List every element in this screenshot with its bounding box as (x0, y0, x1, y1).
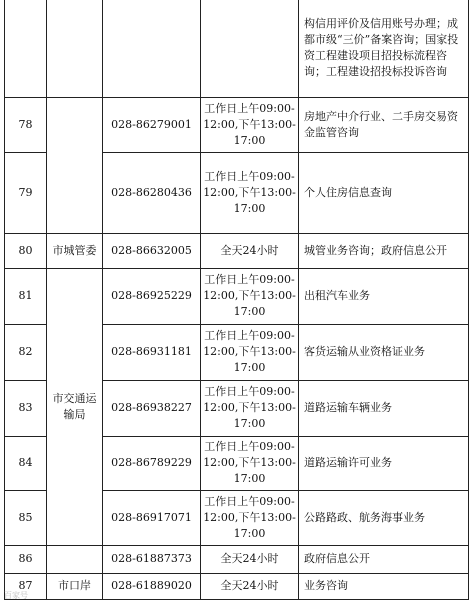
service-cell: 个人住房信息查询 (299, 152, 469, 233)
phone-cell: 028-86789229 (103, 436, 201, 490)
service-cell: 业务咨询 (299, 573, 469, 599)
table-row (5, 268, 469, 324)
phone-cell: 028-86938227 (103, 380, 201, 436)
department-cell: 市城管委 (47, 233, 103, 268)
service-cell: 客货运输从业资格证业务 (299, 324, 469, 380)
department-cell (47, 97, 103, 233)
department-cell: 市口岸 (47, 573, 103, 599)
hours-cell: 工作日上午09:00-12:00,下午13:00-17:00 (201, 436, 299, 490)
phone-cell: 028-86925229 (103, 268, 201, 324)
table-row (5, 233, 469, 268)
table-row (5, 545, 469, 573)
hours-cell (201, 0, 299, 97)
hours-cell: 工作日上午09:00-12:00,下午13:00-17:00 (201, 324, 299, 380)
service-cell: 公路路政、航务海事业务 (299, 490, 469, 545)
department-cell (47, 0, 103, 97)
row-number-cell: 87 (5, 573, 47, 599)
table-row (5, 0, 469, 97)
table-row (5, 573, 469, 599)
hotline-table (4, 0, 469, 600)
row-number-cell: 85 (5, 490, 47, 545)
row-number-cell: 82 (5, 324, 47, 380)
row-number-cell: 81 (5, 268, 47, 324)
service-cell: 城管业务咨询；政府信息公开 (299, 233, 469, 268)
hours-cell: 工作日上午09:00-12:00,下午13:00-17:00 (201, 490, 299, 545)
service-cell: 道路运输车辆业务 (299, 380, 469, 436)
service-cell: 道路运输许可业务 (299, 436, 469, 490)
hours-cell: 工作日上午09:00-12:00,下午13:00-17:00 (201, 268, 299, 324)
phone-cell: 028-86931181 (103, 324, 201, 380)
row-number-cell: 86 (5, 545, 47, 573)
hours-cell: 工作日上午09:00-12:00,下午13:00-17:00 (201, 152, 299, 233)
department-cell: 市交通运输局 (47, 268, 103, 545)
phone-cell: 028-86632005 (103, 233, 201, 268)
phone-cell: 028-86279001 (103, 97, 201, 152)
hours-cell: 工作日上午09:00-12:00,下午13:00-17:00 (201, 97, 299, 152)
row-number-cell: 83 (5, 380, 47, 436)
row-number-cell: 79 (5, 152, 47, 233)
service-cell: 房地产中介行业、二手房交易资金监管咨询 (299, 97, 469, 152)
service-cell: 出租汽车业务 (299, 268, 469, 324)
service-cell: 构信用评价及信用账号办理；成都市级“三价”备案咨询；国家投资工程建设项目招投标流程咨询；工程建设招投标投诉咨询 (299, 0, 469, 97)
phone-cell: 028-86917071 (103, 490, 201, 545)
phone-cell: 028-61889020 (103, 573, 201, 599)
row-number-cell: 84 (5, 436, 47, 490)
service-cell: 政府信息公开 (299, 545, 469, 573)
table-row (5, 97, 469, 152)
row-number-cell (5, 0, 47, 97)
phone-cell: 028-61887373 (103, 545, 201, 573)
hours-cell: 全天24小时 (201, 233, 299, 268)
department-cell (47, 545, 103, 573)
row-number-cell: 78 (5, 97, 47, 152)
phone-cell: 028-86280436 (103, 152, 201, 233)
watermark: 百家号 (4, 591, 28, 600)
hours-cell: 全天24小时 (201, 545, 299, 573)
row-number-cell: 80 (5, 233, 47, 268)
hours-cell: 工作日上午09:00-12:00,下午13:00-17:00 (201, 380, 299, 436)
hours-cell: 全天24小时 (201, 573, 299, 599)
phone-cell (103, 0, 201, 97)
